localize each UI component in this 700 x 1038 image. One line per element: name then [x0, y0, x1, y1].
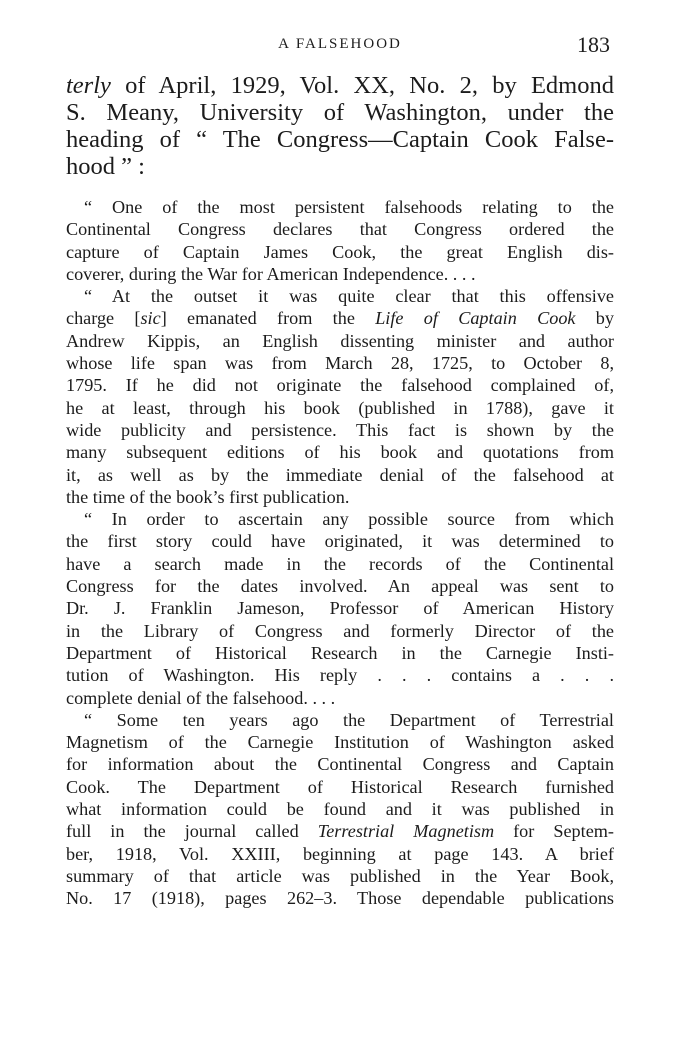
text-line: Dr. J. Franklin Jameson, Professor of American History	[66, 598, 614, 619]
text-line: Cook. The Department of Historical Research furnished	[66, 776, 614, 797]
text-line: in the Library of Congress and formerly Director of the	[66, 620, 614, 641]
text-line: the time of the book’s first publication.	[66, 486, 350, 507]
text-line: Andrew Kippis, an English dissenting minister and author	[66, 330, 614, 351]
text-run: charge [	[66, 308, 141, 329]
text-line: “ One of the most persistent falsehoods relating to the	[84, 197, 614, 217]
text-line	[66, 72, 614, 99]
paragraph-4	[66, 709, 614, 910]
text-line: many subsequent editions of his book and quotations from	[66, 442, 614, 463]
text-line: summary of that article was published in the Year Book,	[66, 865, 614, 886]
text-line: wide publicity and persistence. This fact is shown by the	[66, 419, 614, 440]
text-line: whose life span was from March 28, 1725, to October 8,	[66, 353, 614, 374]
text-line: it, as well as by the immediate denial of the falsehood at	[66, 464, 614, 485]
running-head	[66, 32, 614, 62]
running-title: A FALSEHOOD	[278, 36, 402, 52]
text-line: coverer, during the War for American Independence. . . .	[66, 263, 476, 284]
quoted-passage	[66, 196, 614, 910]
text-run: for Septem-	[494, 821, 614, 842]
text-line: tution of Washington. His reply . . . contains a . . .	[66, 665, 614, 686]
text-line: 1795. If he did not originate the falsehood complained of,	[66, 375, 614, 396]
text-line: S. Meany, University of Washington, under the	[66, 99, 614, 126]
text-line	[66, 820, 614, 842]
text-line: Magnetism of the Carnegie Institution of Washington asked	[66, 732, 614, 753]
text-line: “ At the outset it was quite clear that this offensive	[84, 286, 614, 307]
text-line: “ Some ten years ago the Department of Terrestrial	[84, 709, 614, 730]
paragraph-2	[66, 285, 614, 508]
text-line: what information could be found and it was published in	[66, 799, 614, 820]
text-run: full in the journal called	[66, 821, 318, 842]
text-line: No. 17 (1918), pages 262–3. Those dependable publications	[66, 888, 614, 909]
lead-paragraph	[66, 72, 614, 180]
text-line	[66, 307, 614, 329]
text-line: Department of Historical Research in the Carnegie Insti-	[66, 642, 614, 663]
text-line: Continental Congress declares that Congress ordered the	[66, 219, 614, 240]
text-line: ber, 1918, Vol. XXIII, beginning at page 143. A brief	[66, 843, 614, 864]
text-line: heading of “ The Congress—Captain Cook False-	[66, 126, 614, 153]
text-run: of April, 1929, Vol. XX, No. 2, by Edmond	[110, 72, 614, 99]
italic-text: terly	[66, 72, 111, 99]
italic-text: sic	[140, 308, 161, 329]
book-title: Life of Captain Cook	[375, 308, 576, 329]
text-line: have a search made in the records of the Continental	[66, 553, 614, 574]
paragraph-1	[66, 196, 614, 285]
text-line: capture of Captain James Cook, the great English dis-	[66, 241, 614, 262]
text-line: the first story could have originated, it was determined to	[66, 531, 614, 552]
text-line: he at least, through his book (published in 1788), gave it	[66, 397, 614, 418]
journal-title: Terrestrial Magnetism	[317, 821, 495, 842]
text-line: “ In order to ascertain any possible source from which	[84, 509, 614, 530]
text-line: Congress for the dates involved. An appeal was sent to	[66, 576, 614, 597]
text-line: complete denial of the falsehood. . . .	[66, 687, 336, 708]
page-number: 183	[577, 32, 610, 57]
text-line: hood ” :	[66, 153, 145, 180]
text-line: for information about the Continental Congress and Captain	[66, 754, 614, 775]
text-run: ] emanated from the	[160, 308, 376, 329]
text-run: by	[575, 308, 614, 329]
paragraph-3	[66, 508, 614, 709]
